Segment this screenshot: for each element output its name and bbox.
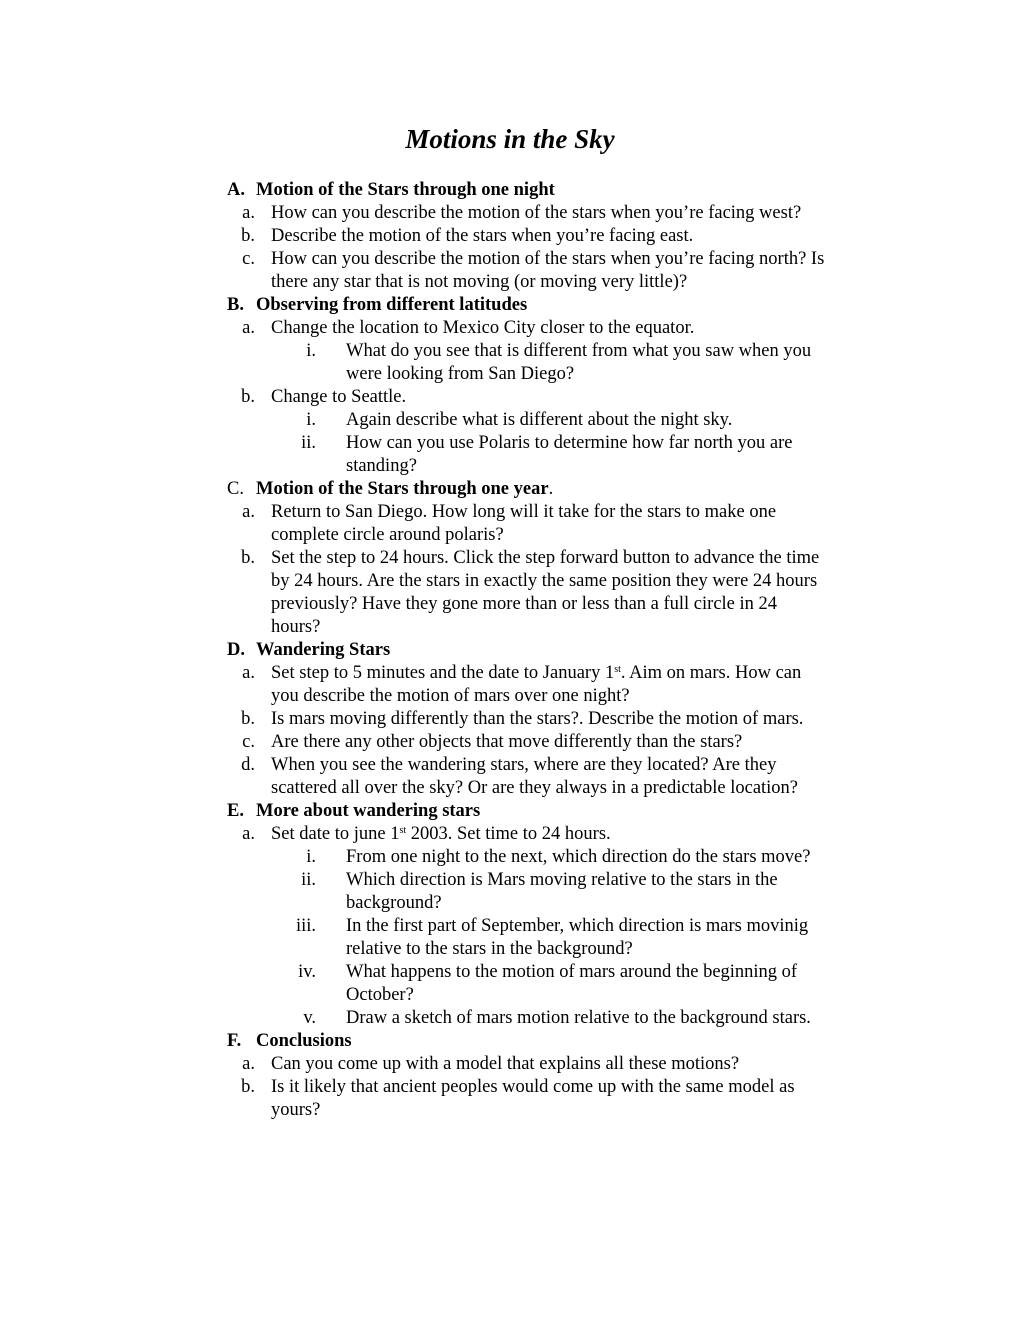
section-letter: C.: [227, 479, 244, 499]
item-text: complete circle around polaris?: [271, 525, 504, 545]
item-text: Is it likely that ancient peoples would come up with the same model as: [271, 1077, 795, 1097]
section-title: Observing from different latitudes: [256, 295, 528, 315]
item-marker: b.: [241, 709, 255, 729]
item-text: What happens to the motion of mars around the beginning of: [346, 962, 798, 982]
section-f-heading: [0, 1030, 1020, 1053]
item-text: yours?: [271, 1100, 321, 1120]
list-item-continuation: [0, 593, 1020, 616]
list-item-continuation: [0, 524, 1020, 547]
item-text: Return to San Diego. How long will it take for the stars to make one: [271, 502, 777, 522]
item-marker: d.: [241, 755, 255, 775]
item-marker: i.: [306, 410, 316, 430]
item-text: by 24 hours. Are the stars in exactly the same position they were 24 hours: [271, 571, 818, 591]
list-item-continuation: [0, 271, 1020, 294]
item-marker: a.: [242, 824, 255, 844]
item-marker: b.: [241, 1077, 255, 1097]
item-text-part: . Aim on mars. How can: [620, 663, 802, 683]
list-item: [0, 754, 1020, 777]
item-text: How can you describe the motion of the stars when you’re facing north? Is: [271, 249, 825, 269]
item-marker: a.: [242, 203, 255, 223]
sub-list-item: [0, 846, 1020, 869]
item-text: Change the location to Mexico City closer to the equator.: [271, 318, 695, 338]
section-title: Motion of the Stars through one night: [256, 180, 555, 200]
section-letter: B.: [227, 295, 244, 315]
item-text: background?: [346, 893, 442, 913]
list-item-continuation: [0, 777, 1020, 800]
item-text: Again describe what is different about the night sky.: [346, 410, 733, 430]
section-letter: D.: [227, 640, 245, 660]
section-title-text: Motion of the Stars through one year: [256, 479, 549, 499]
item-marker: a.: [242, 318, 255, 338]
item-text: When you see the wandering stars, where are they located? Are they: [271, 755, 777, 775]
section-letter: A.: [227, 180, 245, 200]
sub-list-item: [0, 1007, 1020, 1030]
item-text: relative to the stars in the background?: [346, 939, 633, 959]
section-letter: F.: [227, 1031, 242, 1051]
ordinal-superscript: st: [399, 825, 407, 836]
item-marker: a.: [242, 502, 255, 522]
item-marker: c.: [242, 732, 255, 752]
list-item: [0, 823, 1020, 846]
ordinal-superscript: st: [614, 664, 621, 675]
list-item: [0, 317, 1020, 340]
section-a-heading: [0, 179, 1020, 202]
list-item: [0, 225, 1020, 248]
sub-list-item: [0, 869, 1020, 892]
sub-list-item: [0, 961, 1020, 984]
item-marker: a.: [242, 1054, 255, 1074]
sub-list-item: [0, 915, 1020, 938]
item-marker: v.: [303, 1008, 316, 1028]
item-text: [271, 823, 611, 846]
item-text: October?: [346, 985, 414, 1005]
item-marker: i.: [306, 341, 316, 361]
list-item: [0, 731, 1020, 754]
item-marker: iii.: [295, 916, 316, 936]
list-item: [0, 708, 1020, 731]
section-title-tail: .: [548, 479, 554, 499]
item-text: Are there any other objects that move differently than the stars?: [271, 732, 743, 752]
sub-list-item-continuation: [0, 938, 1020, 961]
item-text: hours?: [271, 617, 321, 637]
item-text: previously? Have they gone more than or less than a full circle in 24: [271, 594, 778, 614]
item-text: Is mars moving differently than the stars?. Describe the motion of mars.: [271, 709, 804, 729]
item-text: [271, 662, 801, 685]
item-marker: ii.: [301, 870, 316, 890]
list-item: [0, 547, 1020, 570]
sub-list-item: [0, 340, 1020, 363]
item-text: Change to Seattle.: [271, 387, 407, 407]
section-d-heading: [0, 639, 1020, 662]
list-item: [0, 501, 1020, 524]
item-text-part: Set date to june 1: [271, 824, 400, 844]
sub-list-item: [0, 432, 1020, 455]
section-title: [256, 478, 553, 501]
list-item-continuation: [0, 685, 1020, 708]
sub-list-item-continuation: [0, 363, 1020, 386]
list-item-continuation: [0, 616, 1020, 639]
item-text: Which direction is Mars moving relative to the stars in the: [346, 870, 778, 890]
sub-list-item-continuation: [0, 984, 1020, 1007]
item-marker: b.: [241, 387, 255, 407]
list-item: [0, 1076, 1020, 1099]
item-marker: b.: [241, 548, 255, 568]
item-text: you describe the motion of mars over one night?: [271, 686, 630, 706]
sub-list-item-continuation: [0, 455, 1020, 478]
item-marker: b.: [241, 226, 255, 246]
section-title: More about wandering stars: [256, 801, 481, 821]
list-item: [0, 202, 1020, 225]
item-text: Describe the motion of the stars when you’re facing east.: [271, 226, 694, 246]
item-text: were looking from San Diego?: [346, 364, 575, 384]
list-item: [0, 1053, 1020, 1076]
list-item: [0, 386, 1020, 409]
item-text: How can you use Polaris to determine how far north you are: [346, 433, 793, 453]
item-text: In the first part of September, which direction is mars movinig: [346, 916, 809, 936]
item-marker: a.: [242, 663, 255, 683]
section-title: Conclusions: [256, 1031, 352, 1051]
item-text: scattered all over the sky? Or are they always in a predictable location?: [271, 778, 799, 798]
list-item-continuation: [0, 1099, 1020, 1122]
sub-list-item: [0, 409, 1020, 432]
item-text: How can you describe the motion of the stars when you’re facing west?: [271, 203, 802, 223]
item-text: standing?: [346, 456, 417, 476]
item-marker: i.: [306, 847, 316, 867]
item-text: From one night to the next, which direction do the stars move?: [346, 847, 811, 867]
item-marker: c.: [242, 249, 255, 269]
item-text: What do you see that is different from what you saw when you: [346, 341, 812, 361]
item-text: there any star that is not moving (or moving very little)?: [271, 272, 688, 292]
section-e-heading: [0, 800, 1020, 823]
list-item: [0, 662, 1020, 685]
sub-list-item-continuation: [0, 892, 1020, 915]
list-item-continuation: [0, 570, 1020, 593]
item-marker: ii.: [301, 433, 316, 453]
list-item: [0, 248, 1020, 271]
document-title: Motions in the Sky: [405, 124, 615, 154]
item-text: Draw a sketch of mars motion relative to the background stars.: [346, 1008, 811, 1028]
document-body: [0, 179, 1020, 1122]
item-text: Can you come up with a model that explains all these motions?: [271, 1054, 740, 1074]
item-text: Set the step to 24 hours. Click the step forward button to advance the time: [271, 548, 820, 568]
section-c-heading: [0, 478, 1020, 501]
section-letter: E.: [227, 801, 244, 821]
item-marker: iv.: [298, 962, 316, 982]
item-text-part: 2003. Set time to 24 hours.: [406, 824, 611, 844]
section-title: Wandering Stars: [256, 640, 391, 660]
section-b-heading: [0, 294, 1020, 317]
item-text-part: Set step to 5 minutes and the date to January 1: [271, 663, 615, 683]
